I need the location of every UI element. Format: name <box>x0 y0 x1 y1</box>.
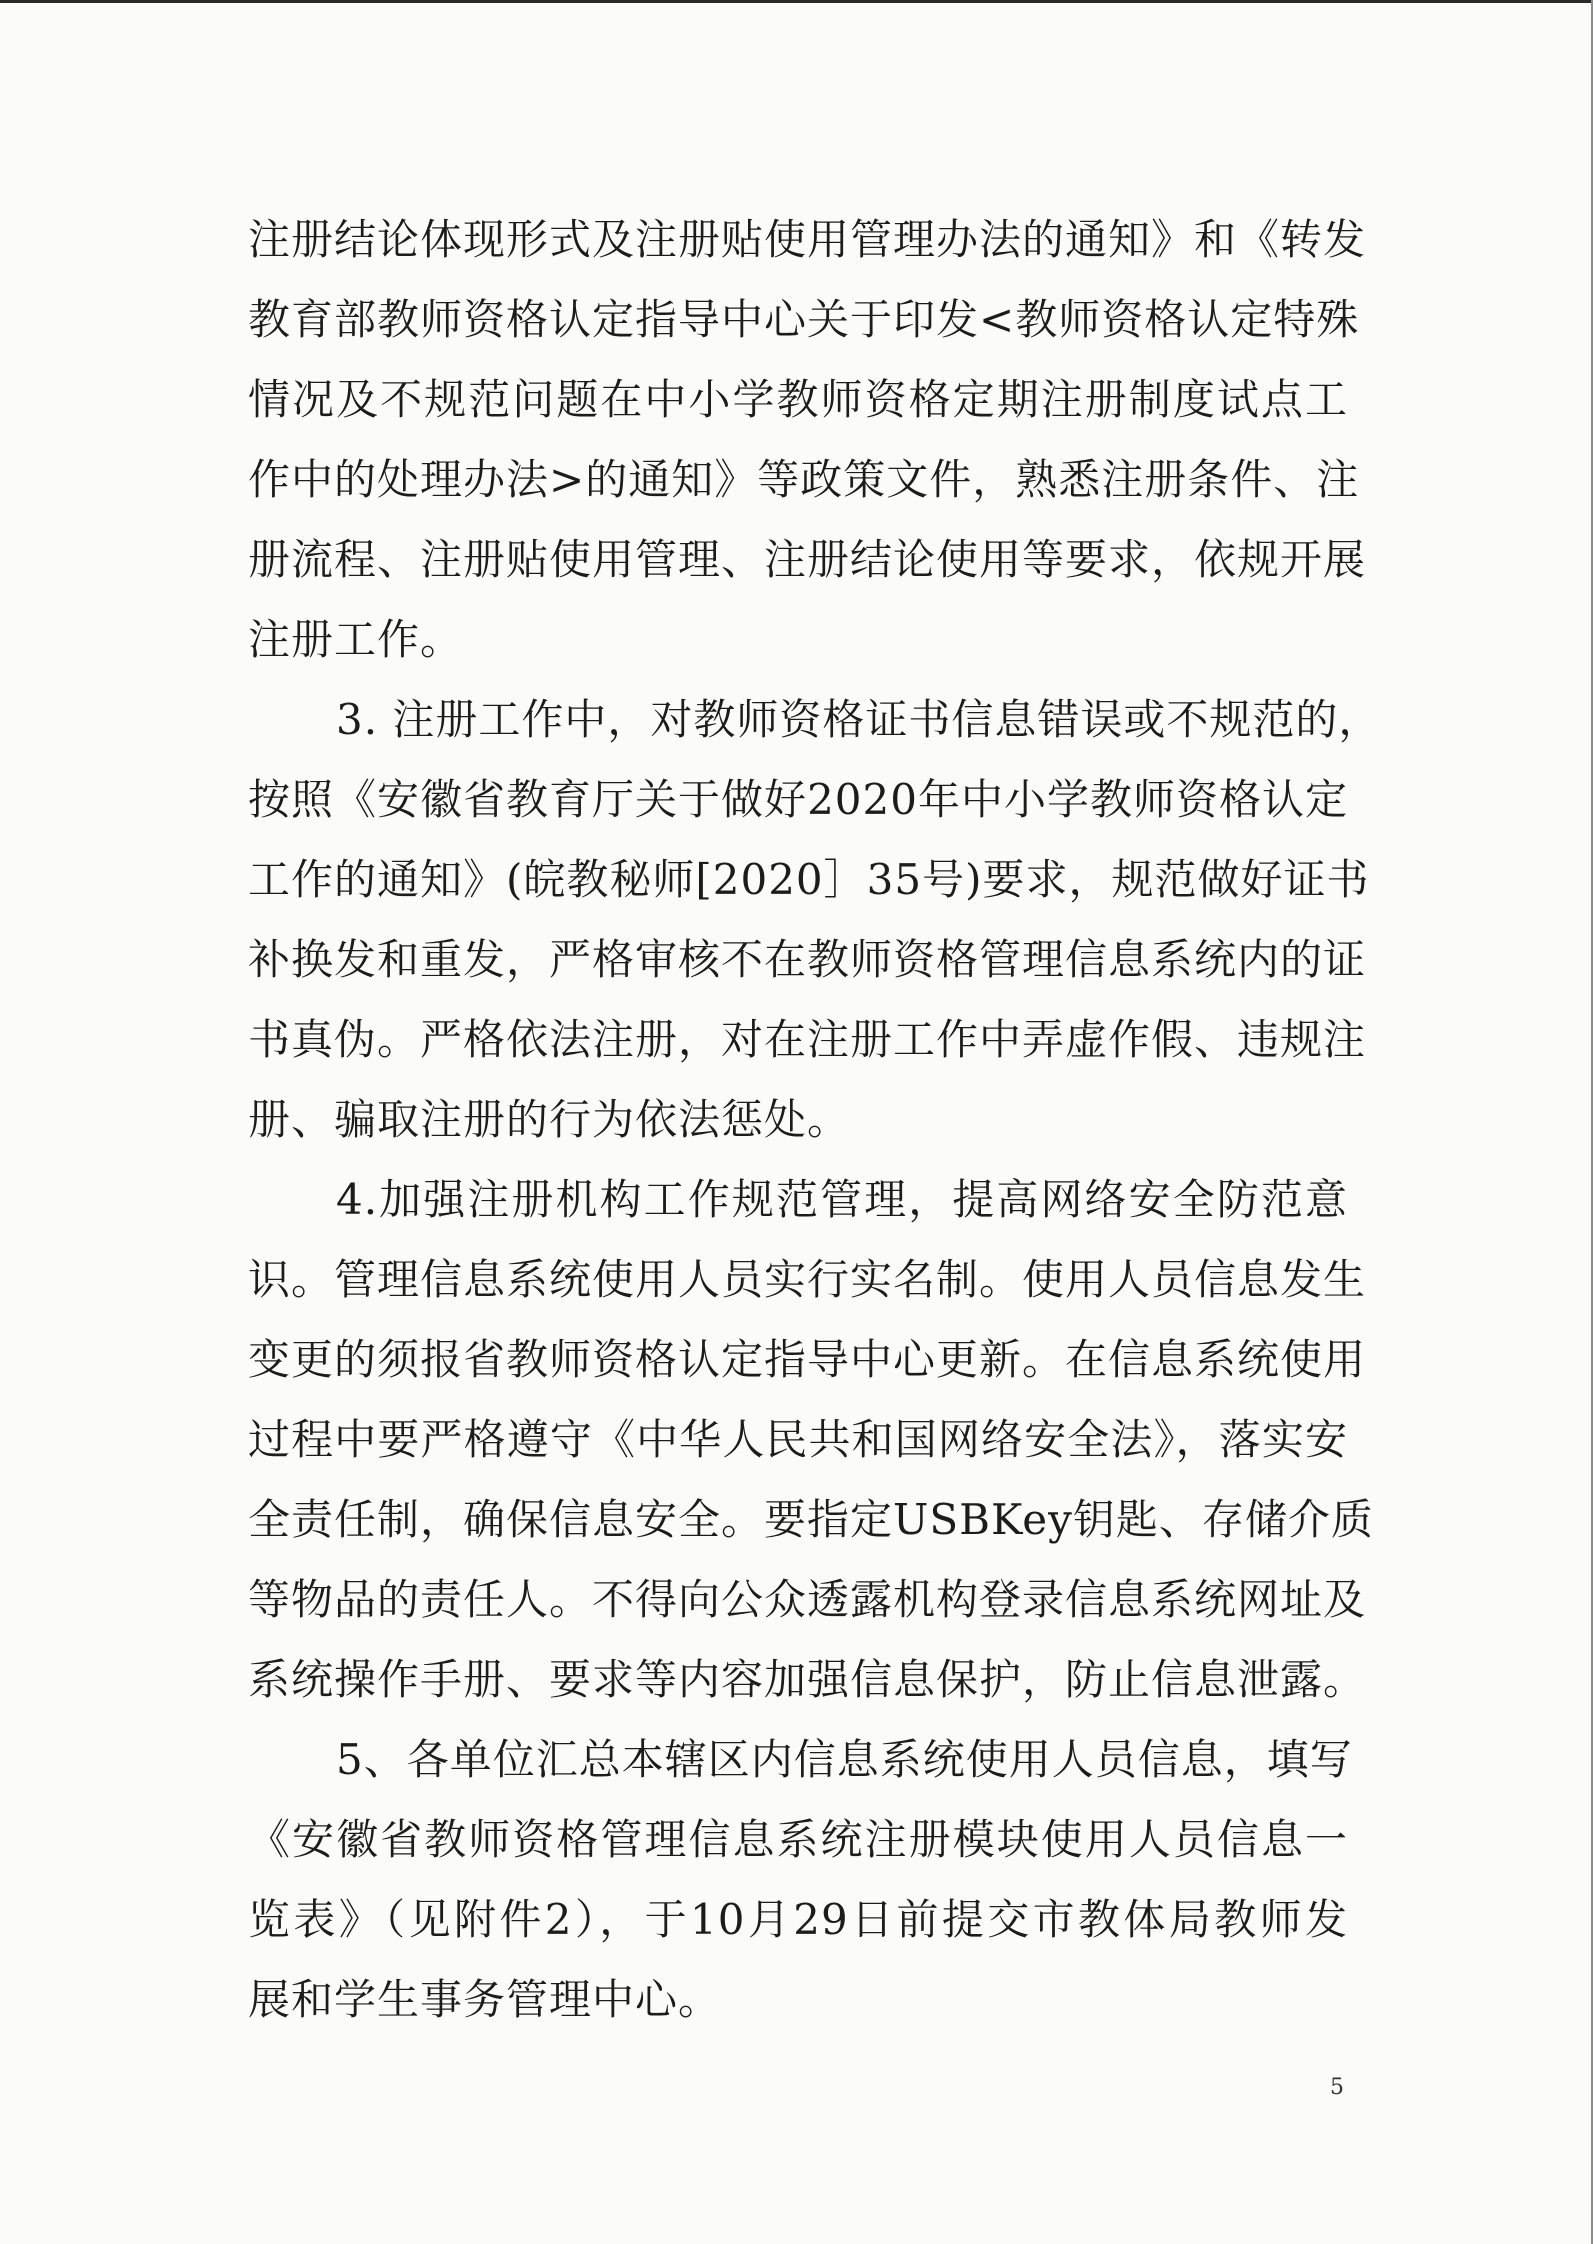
text-line: 全责任制，确保信息安全。要指定USBKey钥匙、存储介质 <box>248 1495 1374 1544</box>
text-line: 注册结论体现形式及注册贴使用管理办法的通知》和《转发 <box>248 215 1367 264</box>
text-line: 5、各单位汇总本辖区内信息系统使用人员信息，填写 <box>336 1735 1353 1784</box>
text-line: 册流程、注册贴使用管理、注册结论使用等要求，依规开展 <box>248 535 1367 584</box>
text-line: 注册工作。 <box>248 615 464 664</box>
text-line: 书真伪。严格依法注册，对在注册工作中弄虚作假、违规注 <box>248 1015 1367 1064</box>
text-line: 作中的处理办法>的通知》等政策文件，熟悉注册条件、注 <box>248 455 1360 504</box>
text-line: 教育部教师资格认定指导中心关于印发<教师资格认定特殊 <box>248 295 1360 344</box>
text-line: 《安徽省教师资格管理信息系统注册模块使用人员信息一 <box>248 1815 1348 1864</box>
text-line: 系统操作手册、要求等内容加强信息保护，防止信息泄露。 <box>248 1655 1367 1704</box>
page-number: 5 <box>1330 2075 1344 2100</box>
text-line: 等物品的责任人。不得向公众透露机构登录信息系统网址及 <box>248 1575 1367 1624</box>
document-body <box>248 200 1382 2040</box>
text-line: 册、骗取注册的行为依法惩处。 <box>248 1095 851 1144</box>
text-line: 过程中要严格遵守《中华人民共和国网络安全法》，落实安 <box>248 1415 1348 1464</box>
text-line: 补换发和重发，严格审核不在教师资格管理信息系统内的证 <box>248 935 1367 984</box>
text-line: 工作的通知》(皖教秘师[2020］35号)要求，规范做好证书 <box>248 855 1370 904</box>
text-line: 展和学生事务管理中心。 <box>248 1975 722 2024</box>
text-line: 识。管理信息系统使用人员实行实名制。使用人员信息发生 <box>248 1255 1367 1304</box>
text-line: 变更的须报省教师资格认定指导中心更新。在信息系统使用 <box>248 1335 1367 1384</box>
text-line: 4.加强注册机构工作规范管理，提高网络安全防范意 <box>336 1175 1348 1224</box>
text-line: 按照《安徽省教育厅关于做好2020年中小学教师资格认定 <box>248 775 1348 824</box>
scan-top-border <box>0 0 1593 3</box>
text-line: 览表》（见附件2），于10月29日前提交市教体局教师发 <box>248 1895 1348 1944</box>
text-line: 3. 注册工作中，对教师资格证书信息错误或不规范的， <box>336 695 1382 744</box>
text-line: 情况及不规范问题在中小学教师资格定期注册制度试点工 <box>248 375 1348 424</box>
